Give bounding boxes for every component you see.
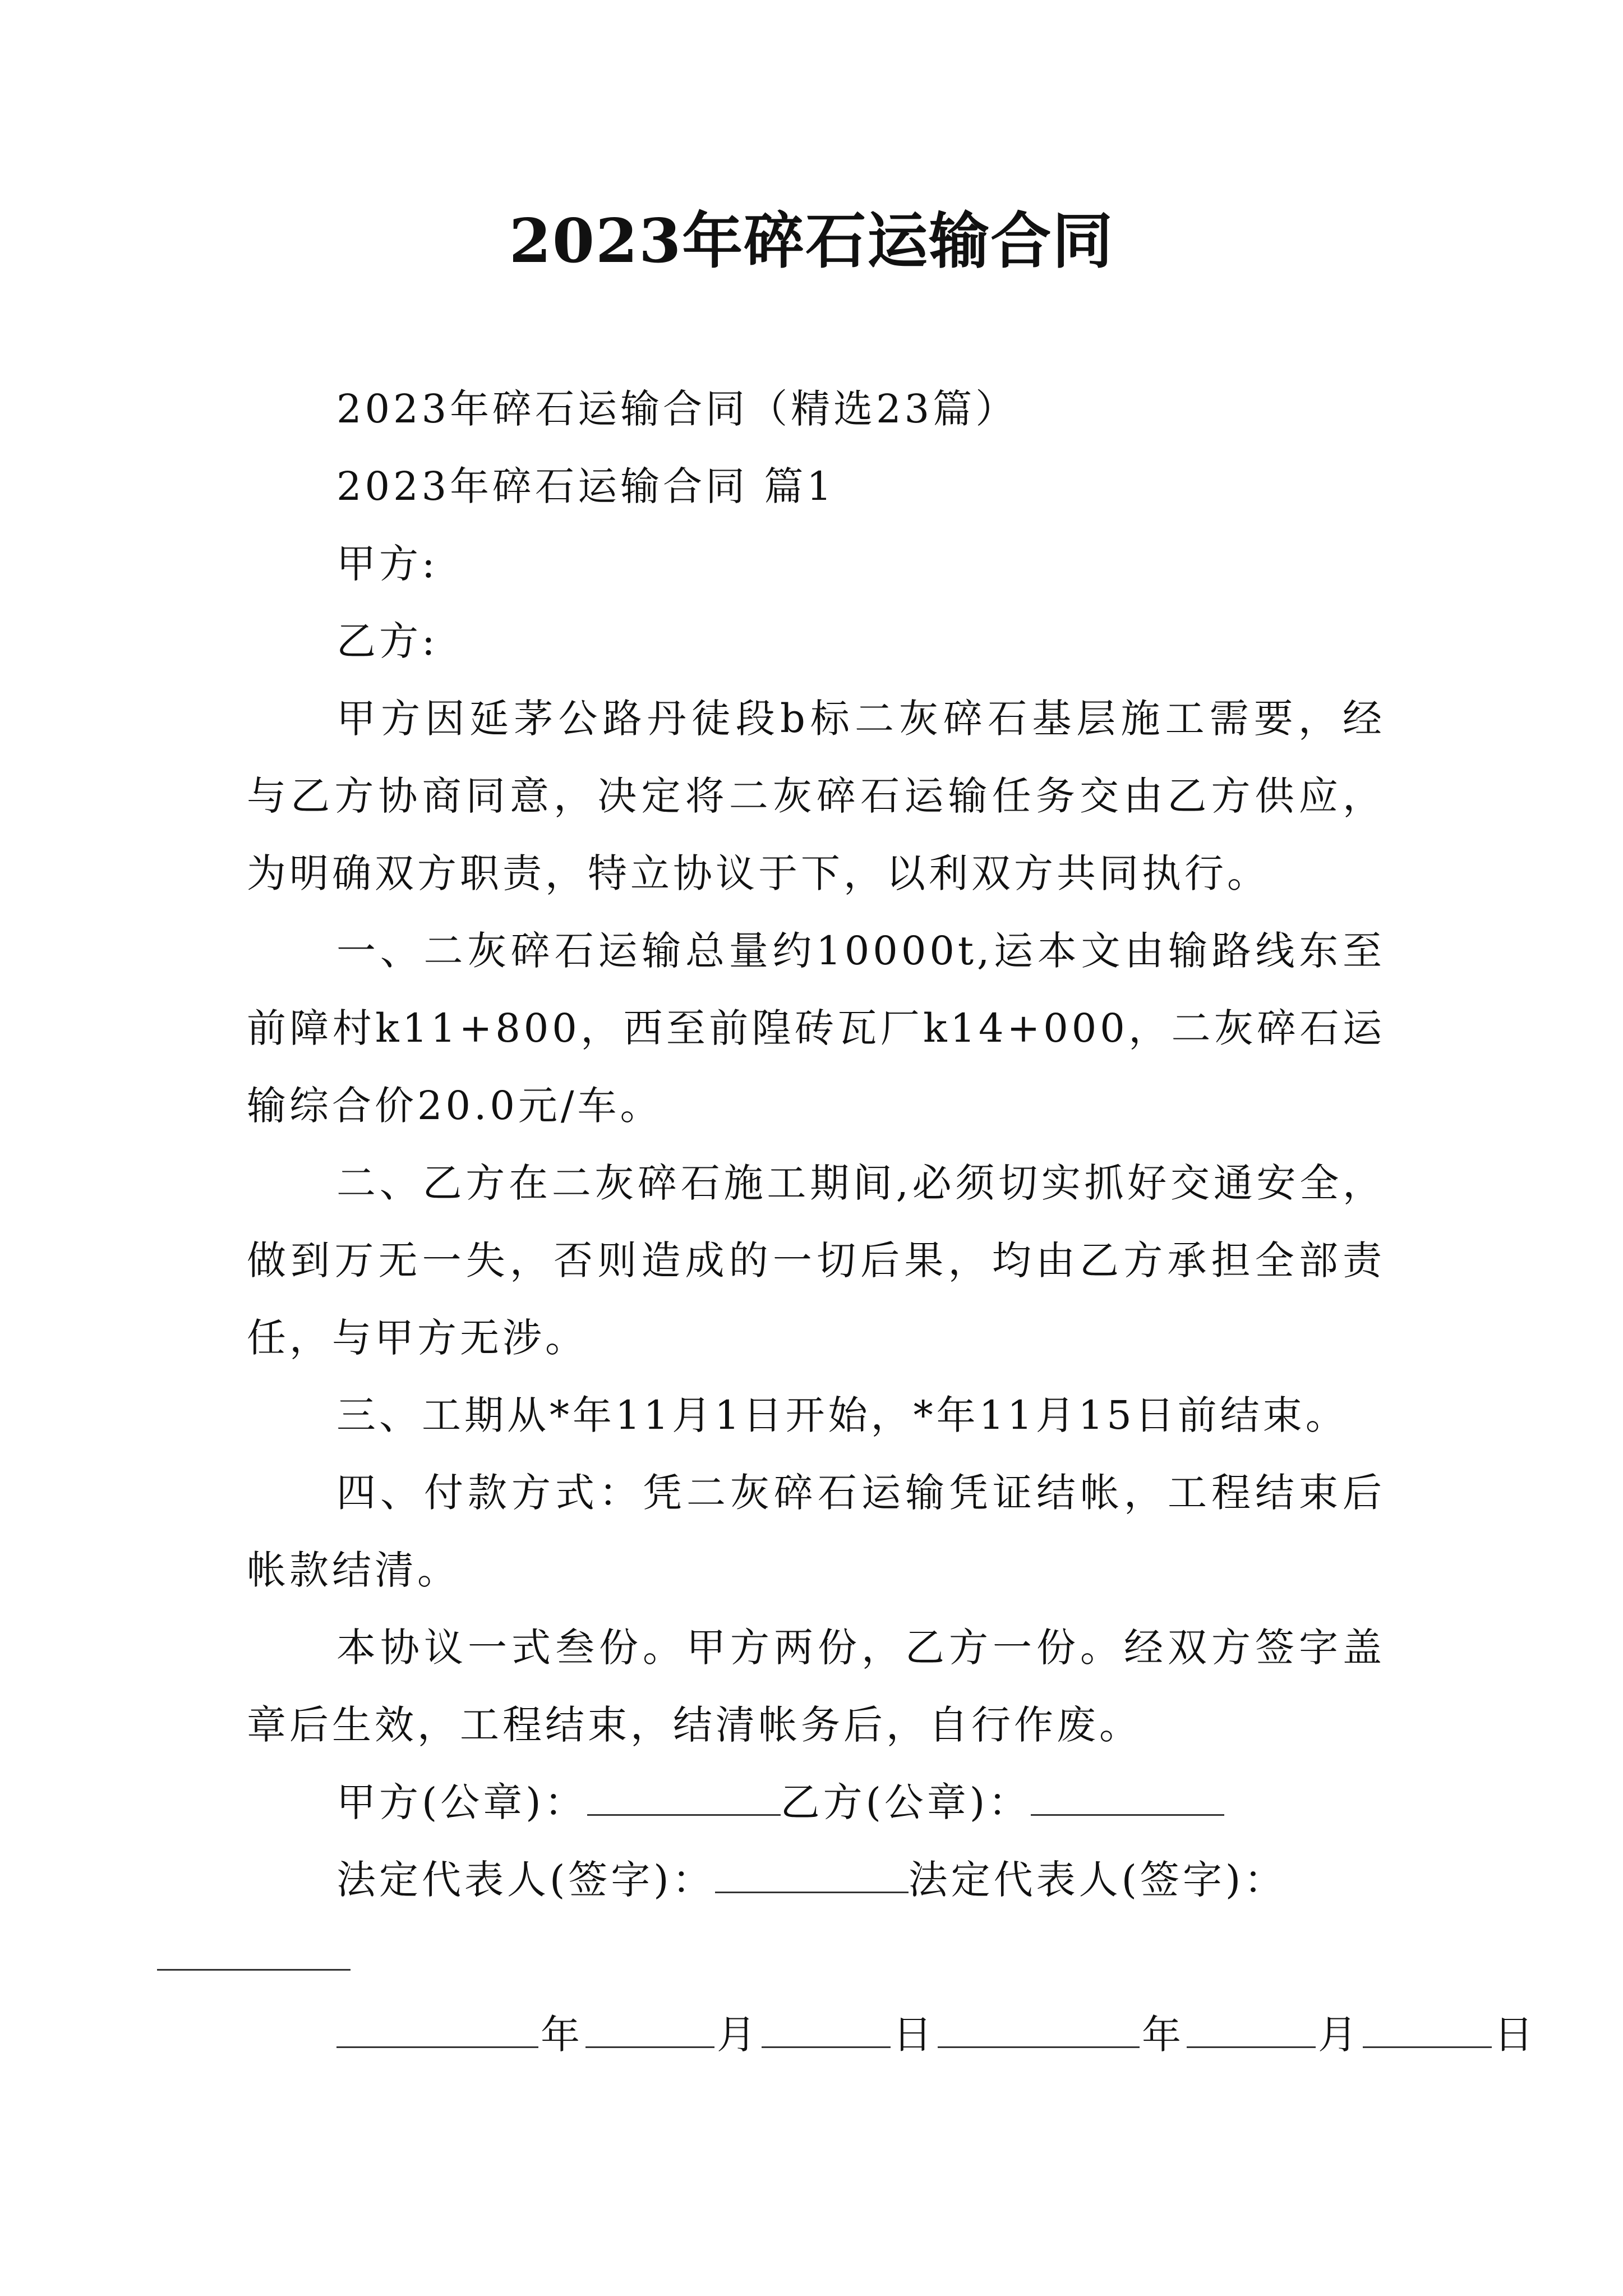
date-a-month: 月 bbox=[717, 2012, 759, 2058]
rep-a-blank bbox=[715, 1846, 909, 1893]
paragraph-validity: 本协议一式叁份。甲方两份，乙方一份。经双方签字盖章后生效，工程结束，结清帐务后，自行作废。 bbox=[247, 1625, 1385, 1748]
party-b-seal-label: 乙方(公章)： bbox=[780, 1779, 1031, 1825]
paragraph-clause-2: 二、乙方在二灰碎石施工期间,必须切实抓好交通安全，做到万无一失，否则造成的一切后果，均由乙方承担全部责任，与甲方无涉。 bbox=[247, 1160, 1385, 1361]
date-a-day-blank bbox=[762, 2000, 891, 2048]
paragraph-intro: 甲方因延茅公路丹徒段b标二灰碎石基层施工需要，经与乙方协商同意，决定将二灰碎石运输任务交由乙方供应，为明确双方职责，特立协议于下，以利双方共同执行。 bbox=[247, 696, 1385, 896]
party-a-line: 甲方: bbox=[336, 541, 439, 587]
party-b-seal-blank bbox=[1031, 1768, 1224, 1816]
date-b-day-blank bbox=[1363, 2000, 1492, 2048]
seal-line bbox=[247, 1764, 1385, 1841]
date-b-month-blank bbox=[1187, 2000, 1316, 2048]
date-a-month-blank bbox=[585, 2000, 714, 2048]
party-a-seal-label: 甲方(公章)： bbox=[336, 1779, 587, 1825]
rep-b-label: 法定代表人(签字)： bbox=[908, 1857, 1287, 1903]
date-b-year-blank bbox=[938, 2000, 1140, 2048]
party-a-seal-blank bbox=[587, 1768, 781, 1816]
subtitle-line: 2023年碎石运输合同（精选23篇） bbox=[336, 386, 1018, 432]
party-b-line: 乙方: bbox=[336, 618, 439, 664]
rep-a-label: 法定代表人(签字)： bbox=[336, 1857, 715, 1903]
paragraph-clause-4: 四、付款方式：凭二灰碎石运输凭证结帐，工程结束后帐款结清。 bbox=[247, 1470, 1385, 1593]
date-b-year: 年 bbox=[1142, 2012, 1184, 2058]
paragraph-clause-1: 一、二灰碎石运输总量约10000t,运本文由输路线东至前障村k11+800，西至前隍砖瓦厂k14+000，二灰碎石运输综合价20.0元/车。 bbox=[247, 928, 1385, 1129]
date-b-month: 月 bbox=[1318, 2012, 1361, 2058]
date-a-day: 日 bbox=[893, 2012, 935, 2058]
paragraph-clause-3: 三、工期从*年11月1日开始，*年11月15日前结束。 bbox=[336, 1392, 1348, 1438]
representative-line bbox=[247, 1841, 1385, 1918]
document-title: 2023年碎石运输合同 bbox=[509, 206, 1114, 277]
date-b-day: 日 bbox=[1494, 2012, 1537, 2058]
date-a-year: 年 bbox=[541, 2012, 583, 2058]
chapter-heading: 2023年碎石运输合同 篇1 bbox=[336, 463, 835, 509]
date-a-year-blank bbox=[336, 2000, 538, 2048]
rep-b-blank-line bbox=[157, 1918, 1385, 1996]
date-line bbox=[247, 1996, 1537, 2073]
rep-b-blank bbox=[157, 1923, 351, 1971]
document-body bbox=[247, 370, 1537, 2073]
